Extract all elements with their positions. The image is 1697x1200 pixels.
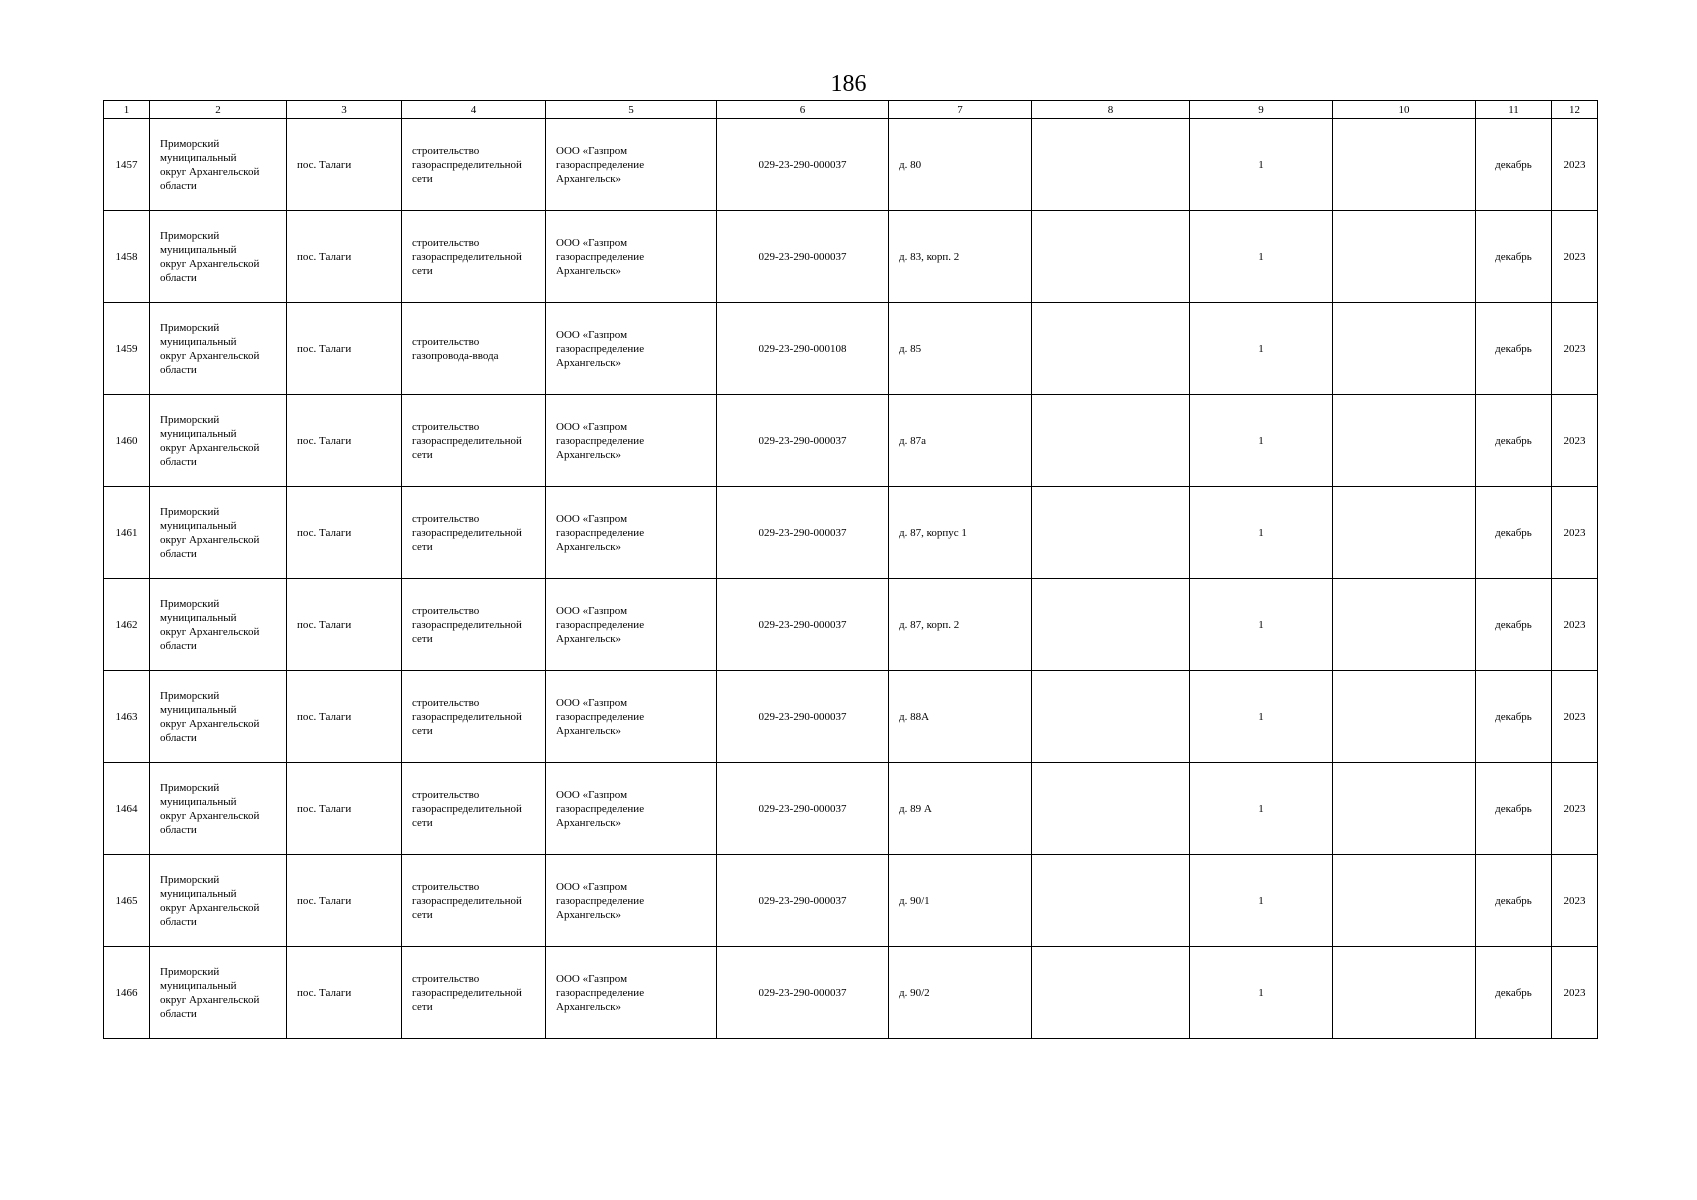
address-cell: д. 88А [889, 671, 1032, 763]
column-10-cell [1333, 487, 1476, 579]
month-cell: декабрь [1476, 579, 1552, 671]
work-type-cell: строительство газораспределительной сети [402, 671, 546, 763]
work-type-cell: строительство газопровода-ввода [402, 303, 546, 395]
row-number-cell: 1459 [104, 303, 150, 395]
address-cell: д. 90/2 [889, 947, 1032, 1039]
municipality-cell: Приморский муниципальный округ Архангельской области [150, 579, 287, 671]
month-cell: декабрь [1476, 671, 1552, 763]
row-number-cell: 1463 [104, 671, 150, 763]
organization-cell: ООО «Газпром газораспределение Архангельск» [546, 211, 717, 303]
address-cell: д. 80 [889, 119, 1032, 211]
quantity-cell: 1 [1190, 763, 1333, 855]
work-type-cell: строительство газораспределительной сети [402, 119, 546, 211]
year-cell: 2023 [1552, 487, 1598, 579]
code-cell: 029-23-290-000037 [717, 947, 889, 1039]
month-cell: декабрь [1476, 855, 1552, 947]
organization-cell: ООО «Газпром газораспределение Архангельск» [546, 947, 717, 1039]
table-row [104, 579, 1598, 671]
register-table [103, 100, 1598, 1039]
address-cell: д. 87, корпус 1 [889, 487, 1032, 579]
table-row [104, 947, 1598, 1039]
column-8-cell [1032, 947, 1190, 1039]
table-row [104, 855, 1598, 947]
column-10-cell [1333, 395, 1476, 487]
municipality-cell: Приморский муниципальный округ Архангельской области [150, 855, 287, 947]
row-number-cell: 1462 [104, 579, 150, 671]
year-cell: 2023 [1552, 579, 1598, 671]
settlement-cell: пос. Талаги [287, 855, 402, 947]
year-cell: 2023 [1552, 119, 1598, 211]
organization-cell: ООО «Газпром газораспределение Архангельск» [546, 395, 717, 487]
address-cell: д. 85 [889, 303, 1032, 395]
column-8-cell [1032, 487, 1190, 579]
settlement-cell: пос. Талаги [287, 395, 402, 487]
organization-cell: ООО «Газпром газораспределение Архангельск» [546, 487, 717, 579]
municipality-cell: Приморский муниципальный округ Архангельской области [150, 395, 287, 487]
column-header: 12 [1552, 101, 1598, 119]
address-cell: д. 90/1 [889, 855, 1032, 947]
municipality-cell: Приморский муниципальный округ Архангельской области [150, 119, 287, 211]
column-header: 3 [287, 101, 402, 119]
column-10-cell [1333, 855, 1476, 947]
organization-cell: ООО «Газпром газораспределение Архангельск» [546, 763, 717, 855]
organization-cell: ООО «Газпром газораспределение Архангельск» [546, 119, 717, 211]
month-cell: декабрь [1476, 303, 1552, 395]
settlement-cell: пос. Талаги [287, 211, 402, 303]
year-cell: 2023 [1552, 211, 1598, 303]
municipality-cell: Приморский муниципальный округ Архангельской области [150, 211, 287, 303]
organization-cell: ООО «Газпром газораспределение Архангельск» [546, 855, 717, 947]
column-header: 5 [546, 101, 717, 119]
address-cell: д. 87, корп. 2 [889, 579, 1032, 671]
month-cell: декабрь [1476, 211, 1552, 303]
settlement-cell: пос. Талаги [287, 763, 402, 855]
month-cell: декабрь [1476, 395, 1552, 487]
column-8-cell [1032, 671, 1190, 763]
quantity-cell: 1 [1190, 579, 1333, 671]
table-row [104, 395, 1598, 487]
month-cell: декабрь [1476, 487, 1552, 579]
settlement-cell: пос. Талаги [287, 671, 402, 763]
table-row [104, 487, 1598, 579]
organization-cell: ООО «Газпром газораспределение Архангельск» [546, 579, 717, 671]
column-header: 9 [1190, 101, 1333, 119]
year-cell: 2023 [1552, 395, 1598, 487]
table-row [104, 763, 1598, 855]
work-type-cell: строительство газораспределительной сети [402, 579, 546, 671]
work-type-cell: строительство газораспределительной сети [402, 395, 546, 487]
row-number-cell: 1464 [104, 763, 150, 855]
column-8-cell [1032, 395, 1190, 487]
code-cell: 029-23-290-000037 [717, 579, 889, 671]
column-number-row [104, 101, 1598, 119]
address-cell: д. 83, корп. 2 [889, 211, 1032, 303]
year-cell: 2023 [1552, 671, 1598, 763]
organization-cell: ООО «Газпром газораспределение Архангельск» [546, 303, 717, 395]
quantity-cell: 1 [1190, 671, 1333, 763]
code-cell: 029-23-290-000037 [717, 487, 889, 579]
row-number-cell: 1465 [104, 855, 150, 947]
work-type-cell: строительство газораспределительной сети [402, 855, 546, 947]
column-header: 11 [1476, 101, 1552, 119]
work-type-cell: строительство газораспределительной сети [402, 211, 546, 303]
settlement-cell: пос. Талаги [287, 487, 402, 579]
quantity-cell: 1 [1190, 487, 1333, 579]
code-cell: 029-23-290-000037 [717, 119, 889, 211]
address-cell: д. 87а [889, 395, 1032, 487]
year-cell: 2023 [1552, 763, 1598, 855]
quantity-cell: 1 [1190, 119, 1333, 211]
code-cell: 029-23-290-000037 [717, 671, 889, 763]
column-8-cell [1032, 303, 1190, 395]
column-10-cell [1333, 303, 1476, 395]
column-header: 1 [104, 101, 150, 119]
table-row [104, 671, 1598, 763]
code-cell: 029-23-290-000037 [717, 763, 889, 855]
year-cell: 2023 [1552, 303, 1598, 395]
municipality-cell: Приморский муниципальный округ Архангельской области [150, 303, 287, 395]
row-number-cell: 1460 [104, 395, 150, 487]
address-cell: д. 89 А [889, 763, 1032, 855]
work-type-cell: строительство газораспределительной сети [402, 763, 546, 855]
organization-cell: ООО «Газпром газораспределение Архангельск» [546, 671, 717, 763]
municipality-cell: Приморский муниципальный округ Архангельской области [150, 947, 287, 1039]
quantity-cell: 1 [1190, 855, 1333, 947]
column-header: 4 [402, 101, 546, 119]
code-cell: 029-23-290-000037 [717, 855, 889, 947]
table-row [104, 119, 1598, 211]
code-cell: 029-23-290-000037 [717, 211, 889, 303]
quantity-cell: 1 [1190, 947, 1333, 1039]
column-header: 10 [1333, 101, 1476, 119]
column-10-cell [1333, 119, 1476, 211]
quantity-cell: 1 [1190, 395, 1333, 487]
quantity-cell: 1 [1190, 211, 1333, 303]
column-header: 7 [889, 101, 1032, 119]
quantity-cell: 1 [1190, 303, 1333, 395]
column-8-cell [1032, 211, 1190, 303]
year-cell: 2023 [1552, 947, 1598, 1039]
table-row [104, 303, 1598, 395]
month-cell: декабрь [1476, 763, 1552, 855]
table-row [104, 211, 1598, 303]
code-cell: 029-23-290-000037 [717, 395, 889, 487]
settlement-cell: пос. Талаги [287, 303, 402, 395]
settlement-cell: пос. Талаги [287, 119, 402, 211]
row-number-cell: 1466 [104, 947, 150, 1039]
column-8-cell [1032, 855, 1190, 947]
code-cell: 029-23-290-000108 [717, 303, 889, 395]
work-type-cell: строительство газораспределительной сети [402, 487, 546, 579]
column-10-cell [1333, 671, 1476, 763]
column-10-cell [1333, 763, 1476, 855]
column-10-cell [1333, 211, 1476, 303]
column-header: 2 [150, 101, 287, 119]
column-10-cell [1333, 947, 1476, 1039]
municipality-cell: Приморский муниципальный округ Архангельской области [150, 763, 287, 855]
row-number-cell: 1458 [104, 211, 150, 303]
column-10-cell [1333, 579, 1476, 671]
column-header: 6 [717, 101, 889, 119]
settlement-cell: пос. Талаги [287, 579, 402, 671]
month-cell: декабрь [1476, 947, 1552, 1039]
page-number: 186 [830, 71, 867, 97]
column-8-cell [1032, 579, 1190, 671]
row-number-cell: 1457 [104, 119, 150, 211]
column-header: 8 [1032, 101, 1190, 119]
work-type-cell: строительство газораспределительной сети [402, 947, 546, 1039]
year-cell: 2023 [1552, 855, 1598, 947]
column-8-cell [1032, 119, 1190, 211]
column-8-cell [1032, 763, 1190, 855]
municipality-cell: Приморский муниципальный округ Архангельской области [150, 487, 287, 579]
row-number-cell: 1461 [104, 487, 150, 579]
municipality-cell: Приморский муниципальный округ Архангельской области [150, 671, 287, 763]
settlement-cell: пос. Талаги [287, 947, 402, 1039]
month-cell: декабрь [1476, 119, 1552, 211]
